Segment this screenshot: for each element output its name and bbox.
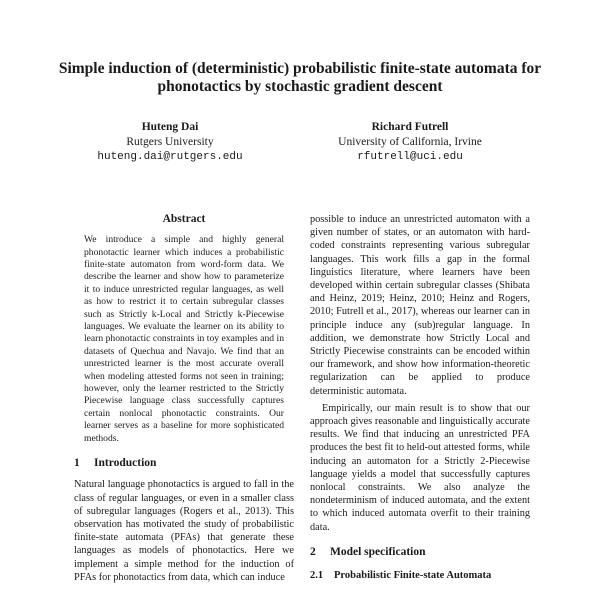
section-number: 2 (310, 545, 316, 558)
body-paragraph: Empirically, our main result is to show that our approach gives reasonable and linguistically accurate results. We find that inducing an unrestricted PFA produces the best fit to held-out attested forms, while inducing an automaton for a Strictly 2-Piecewise language yields a model that successfully captures nonlocal constraints. We also analyze the nondeterminism of induced automata, and the extent to which induced automata overfit to their training data. (310, 402, 530, 533)
right-column (310, 213, 530, 582)
section-title: Model specification (330, 545, 426, 558)
author-block-2 (300, 120, 520, 165)
left-column (74, 213, 294, 584)
author-affiliation: University of California, Irvine (338, 136, 482, 148)
section-number: 1 (74, 457, 80, 470)
introduction-paragraph: Natural language phonotactics is argued to fall in the class of regular languages, or even in a smaller class of subregular languages (Rogers et al., 2013). This observation has motivated the study of probabilistic finite-state automata (PFAs) that generate these languages as models of phonotactics. Here we implement a simple method for the induction of PFAs for phonotactics from data, which can induce (74, 479, 294, 583)
abstract-text: We introduce a simple and highly general phonotactic learner which induces a probabilistic finite-state automaton from word-form data. We describe the learner and show how to parameterize it to induce unrestricted regular languages, as well as how to restrict it to certain subregular classes such as Strictly k-Local and Strictly k-Piecewise languages. We evaluate the learner on its ability to learn phonotactic constraints in toy examples and in datasets of Quechua and Navajo. We find that an unrestricted learner is the most accurate overall when modeling attested forms not seen in training; however, only the learner restricted to the Strictly Piecewise language class successfully captures certain nonlocal phonotactic constraints. Our learner serves as a baseline for more sophisticated methods. (84, 234, 284, 444)
author-affiliation: Rutgers University (126, 136, 214, 148)
body-paragraph: possible to induce an unrestricted automaton with a given number of states, or an automaton with hard-coded constraints representing various subregular languages. This work fills a gap in the formal linguistics literature, where learners have been developed within certain subregular classes (Shibata and Heinz, 2019; Heinz, 2010; Heinz and Rogers, 2010; Futrell et al., 2017), whereas our learner can in principle induce any (sub)regular language. In addition, we demonstrate how Strictly Local and Strictly Piecewise constraints can be encoded within our framework, and show how information-theoretic regularization can be applied to produce deterministic automata. (310, 214, 530, 397)
author-name: Huteng Dai (141, 121, 199, 133)
author-email: rfutrell@uci.edu (357, 151, 463, 163)
author-block-1 (60, 120, 280, 165)
author-name: Richard Futrell (371, 121, 449, 133)
section-heading-introduction (74, 457, 294, 470)
author-email: huteng.dai@rutgers.edu (97, 151, 243, 163)
subsection-number: 2.1 (310, 570, 324, 582)
subsection-title: Probabilistic Finite-state Automata (334, 570, 492, 582)
section-title: Introduction (94, 457, 157, 470)
abstract-heading: Abstract (162, 213, 206, 225)
subsection-heading-pfa (310, 569, 530, 582)
section-heading-model-specification (310, 546, 530, 559)
paper-title: Simple induction of (deterministic) probabilistic finite-state automata for phonotactics by stochastic gradient descent (58, 60, 542, 95)
